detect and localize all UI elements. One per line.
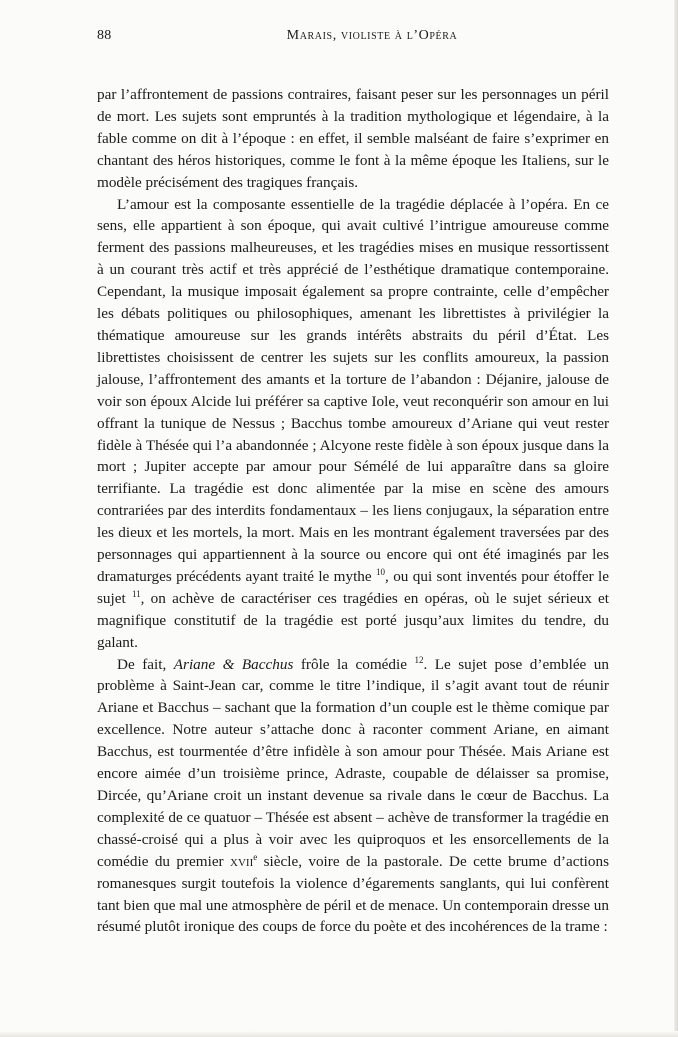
text-run: siècle, voire de la pastorale. De cette brume d’actions romanesques surgit toutefois la violence d’égarements sanglants, qui lui confèrent tant bien que mal une atmosphère de péril et de menace. Un contemporain dresse un résumé plutôt ironique des coups de force du poète et des incohérences de la trame :: [97, 852, 610, 936]
running-head: Marais, violiste à l’Opéra: [286, 28, 458, 43]
text-run: , on achève de caractériser ces tragédies en opéras, où le sujet sérieux et magnifique constitutif de la tragédie est porté jusqu’aux limites du tendre, du galant.: [97, 589, 609, 651]
text-run: frôle la comédie: [293, 655, 415, 673]
text-run: . Le sujet pose d’emblée un problème à Saint-Jean car, comme le titre l’indique, il s’agit avant tout de réunir Ariane et Bacchus – sachant que la formation d’un couple est le thème comique par excellence. Notre auteur s’attache donc à raconter comment Ariane, en aimant Bacchus, est tourmentée d’être infidèle à son amour pour Thésée. Mais Ariane est encore aimée d’un troisième prince, Adraste, coupable de délaisser sa promise, Dircée, qu’Ariane croit un instant devenue sa rivale dans le cœur de Bacchus. La complexité de ce quatuor – Thésée est absent – achève de transformer la tragédie en chassé-croisé qui a plus à voir avec les quiproquos et les ensorcellements de la comédie du premier: [97, 655, 609, 870]
text-run: , ou qui sont inventés pour étoffer le sujet: [97, 567, 609, 607]
body-text: [97, 84, 609, 938]
italic-title: Ariane & Bacchus: [173, 655, 294, 673]
page-header: [97, 28, 607, 50]
page-edge: [674, 0, 678, 1037]
footnote-reference: 10: [376, 566, 386, 577]
century-numeral: xvii: [230, 852, 254, 870]
footnote-reference: e: [253, 851, 258, 862]
page-number: 88: [97, 28, 112, 43]
footnote-reference: 11: [131, 588, 141, 599]
text-run: par l’affrontement de passions contraires, faisant peser sur les personnages un péril de mort. Les sujets sont empruntés à la tradition mythologique et légendaire, à la fable comme on dit à l’époque : en effet, il semble malséant de faire s’exprimer en chantant des héros historiques, comme le font à la même époque les Italiens, sur le modèle précisément des tragiques français.: [97, 86, 609, 191]
text-run: De fait,: [117, 655, 174, 673]
footnote-reference: 12: [414, 654, 424, 665]
paragraph: [97, 194, 609, 654]
paragraph: [97, 84, 609, 194]
page-bottom-edge: [0, 1031, 678, 1037]
text-run: L’amour est la composante essentielle de la tragédie déplacée à l’opéra. En ce sens, elle appartient à son époque, qui avait cultivé l’intrigue amoureuse comme ferment des passions malheureuses, et les tragédies mises en musique ressortissent à un courant très actif et très apprécié de l’esthétique dramatique contemporaine. Cependant, la musique imposait également sa propre contrainte, celle d’empêcher les débats politiques ou philosophiques, amenant les librettistes à privilégier la thématique amoureuse sur les grands intérêts abstraits du péril d’État. Les librettistes choisissent de centrer les sujets sur les conflits amoureux, la passion jalouse, l’affrontement des amants et la torture de l’abandon : Déjanire, jalouse de voir son époux Alcide lui préférer sa captive Iole, veut reconquérir son amour en lui offrant la tunique de Nessus ; Bacchus tombe amoureux d’Ariane qui veut rester fidèle à Thésée qui l’a abandonnée ; Alcyone reste fidèle à son époux jusque dans la mort ; Jupiter accepte par amour pour Sémélé de lui apparaître dans sa gloire terrifiante. La tragédie est donc alimentée par la mise en scène des amours contrariées par des interdits fondamentaux – les liens conjugaux, la séparation entre les dieux et les mortels, la mort. Mais en les montrant également traversées par des personnages qui appartiennent à la source ou encore qui ont été imaginés par les dramaturges précédents ayant traité le mythe: [97, 195, 609, 585]
paragraph: [97, 654, 609, 939]
